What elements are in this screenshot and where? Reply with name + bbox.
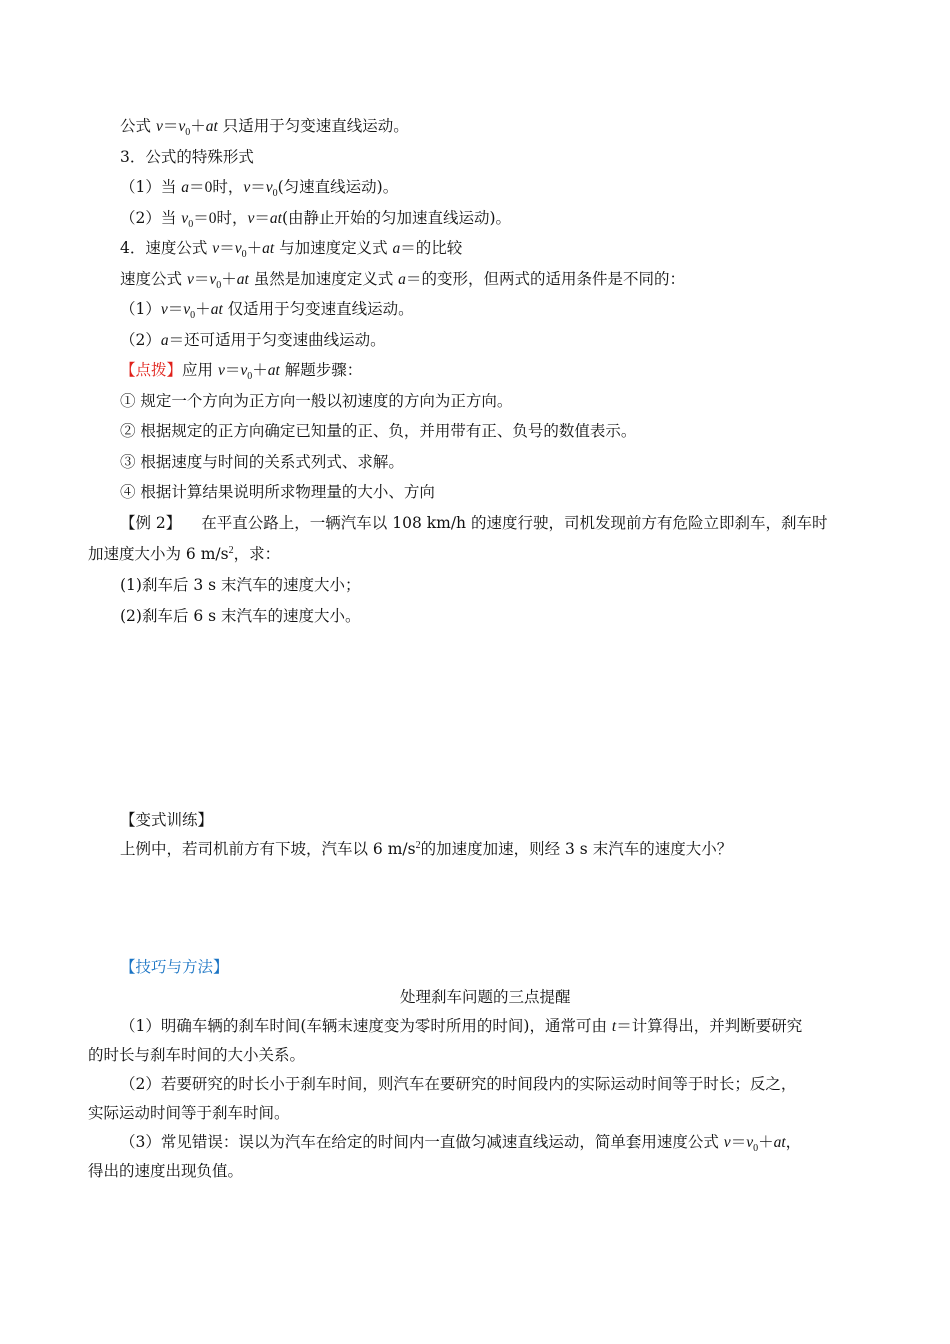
variant-text: 上例中，若司机前方有下坡，汽车以 6 $m/s^2$的加速度加速，则经 3 s 末汽车的速度大小？ (120, 839, 733, 858)
heading-special-forms: 3．公式的特殊形式 (120, 148, 254, 166)
formula-scope-line: 公式 $v=v_0+at$ 只适用于匀变速直线运动。 (120, 117, 409, 139)
example-question-2: (2)刹车后 6 s 末汽车的速度大小。 (120, 607, 361, 625)
comparison-text: 速度公式 $v=v_0+at$ 虽然是加速度定义式 a＝的变形，但两式的适用条件是不同的： (120, 270, 685, 292)
example-label: 【例 2】 (120, 514, 182, 532)
variant-label: 【变式训练】 (120, 811, 214, 829)
tip-step: ① 规定一个方向为正方向一般以初速度的方向为正方向。 (120, 392, 513, 410)
skill-point-1-cont: 的时长与刹车时间的大小关系。 (88, 1046, 306, 1064)
tip-step: ③ 根据速度与时间的关系式列式、求解。 (120, 453, 404, 471)
comparison-1: $(1)v=v_0+at$ 仅适用于匀变速直线运动。 (120, 300, 414, 322)
tip-step: ② 根据规定的正方向确定已知量的正、负，并用带有正、负号的数值表示。 (120, 422, 637, 440)
heading-comparison: 4．速度公式 $v=v_0+at$ 与加速度定义式 a＝的比较 (120, 239, 463, 261)
example-question-1: (1)刹车后 3 s 末汽车的速度大小； (120, 576, 361, 594)
example-line-1: 【例 2】 在平直公路上，一辆汽车以 108 km/h 的速度行驶，司机发现前方有危险立即刹车，刹车时 (120, 514, 828, 532)
skill-label: 【技巧与方法】 (120, 958, 229, 976)
skill-point-3-cont: 得出的速度出现负值。 (88, 1162, 244, 1180)
tip-label: 【点拨】 (120, 361, 183, 379)
tip-intro: 【点拨】应用 $v=v_0+at$ 解题步骤： (120, 361, 363, 383)
skill-point-2: （2）若要研究的时长小于刹车时间，则汽车在要研究的时间段内的实际运动时间等于时长；反之， (120, 1075, 797, 1093)
skill-point-3: （3）常见错误：误以为汽车在给定的时间内一直做匀减速直线运动，简单套用速度公式 $v=v_0+at$， (120, 1133, 802, 1155)
skill-title: 处理刹车问题的三点提醒 (400, 988, 571, 1006)
example-line-2: 加速度大小为 6 $m/s^2$，求： (88, 544, 281, 563)
skill-point-2-cont: 实际运动时间等于刹车时间。 (88, 1104, 290, 1122)
skill-point-1: （1）明确车辆的刹车时间(车辆末速度变为零时所用的时间)，通常可由 t＝计算得出，并判断要研究 (120, 1017, 803, 1035)
special-form-2: （2）当 $v_0=0$时，v＝at(由静止开始的匀加速直线运动)。 (120, 209, 512, 231)
tip-step: ④ 根据计算结果说明所求物理量的大小、方向 (120, 483, 435, 501)
comparison-2: （2）a＝还可适用于匀变速曲线运动。 (120, 331, 386, 349)
special-form-1: （1）当 a＝0时，$v=v_0$(匀速直线运动)。 (120, 178, 399, 200)
